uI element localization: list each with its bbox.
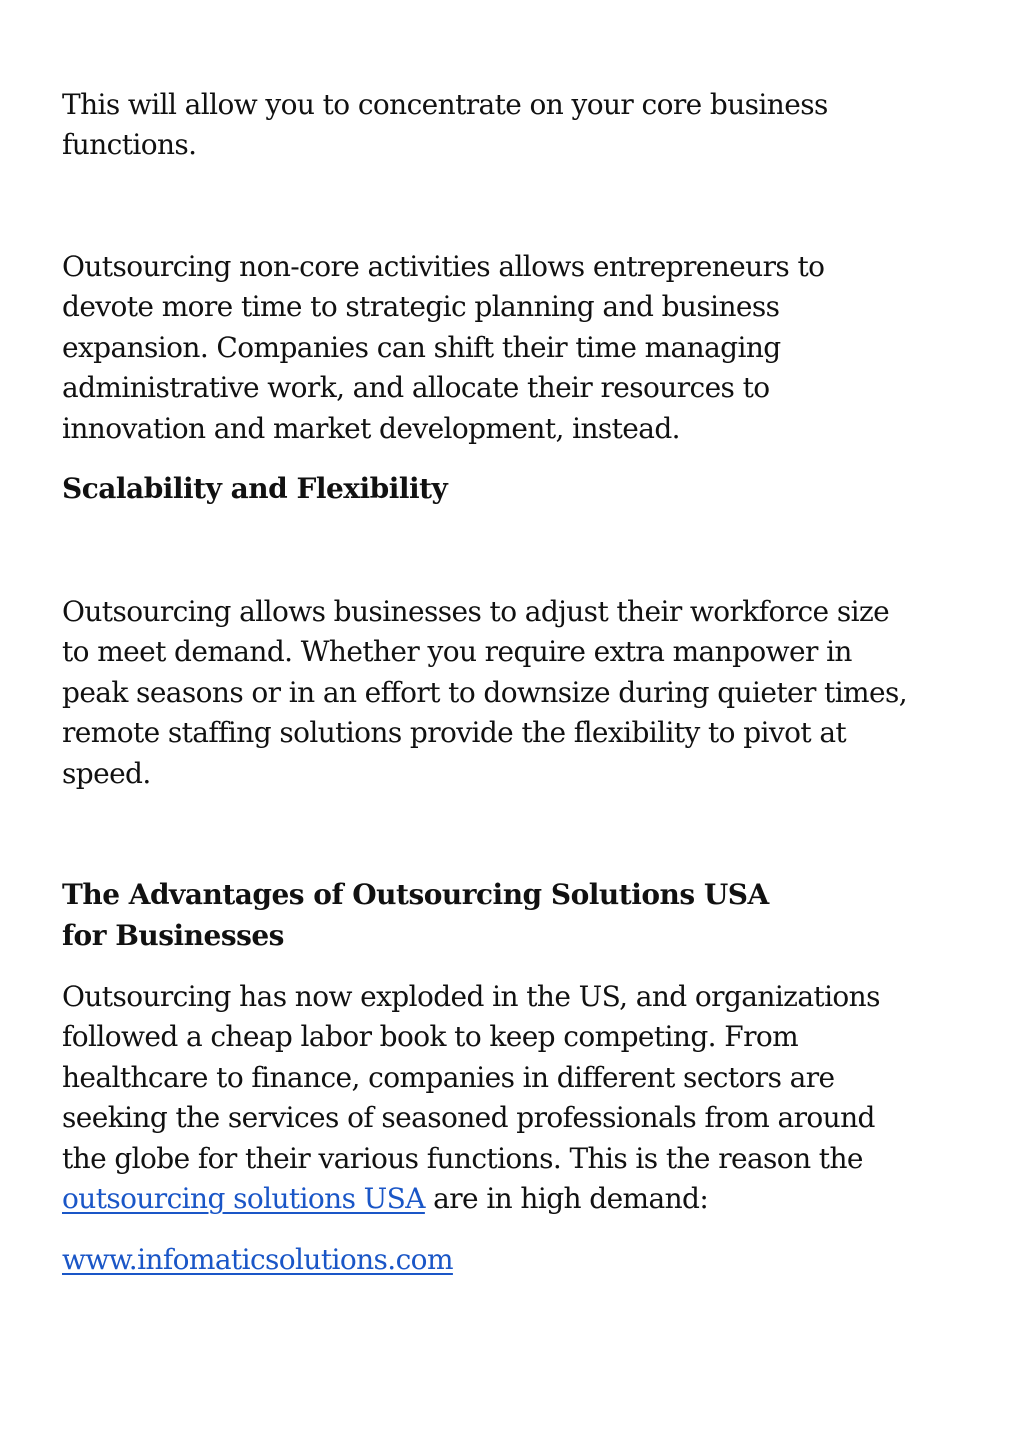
paragraph-line: Outsourcing allows businesses to adjust their workforce size: [62, 595, 890, 628]
paragraph-line: functions.: [62, 128, 197, 161]
website-line: [62, 1240, 453, 1280]
paragraph-line: followed a cheap labor book to keep competing. From: [62, 1020, 799, 1053]
paragraph-line: administrative work, and allocate their resources to: [62, 371, 770, 404]
outsourcing-solutions-link[interactable]: outsourcing solutions USA: [62, 1182, 425, 1215]
paragraph-line-tail: are in high demand:: [424, 1182, 709, 1215]
section-heading: The Advantages of Outsourcing Solutions USA: [62, 878, 769, 911]
paragraph-line: This will allow you to concentrate on your core business: [62, 88, 828, 121]
paragraph-line-with-link: [62, 1179, 708, 1219]
paragraph-line: speed.: [62, 757, 151, 790]
paragraph-line: peak seasons or in an effort to downsize during quieter times,: [62, 676, 908, 709]
paragraph-line: remote staffing solutions provide the flexibility to pivot at: [62, 716, 847, 749]
website-link[interactable]: www.infomaticsolutions.com: [62, 1243, 453, 1276]
section-heading: Scalability and Flexibility: [62, 472, 448, 505]
paragraph-line: expansion. Companies can shift their time managing: [62, 331, 781, 364]
paragraph-line: seeking the services of seasoned professionals from around: [62, 1101, 875, 1134]
paragraph-line: Outsourcing non-core activities allows entrepreneurs to: [62, 250, 825, 283]
paragraph-line: healthcare to finance, companies in different sectors are: [62, 1061, 835, 1094]
paragraph-line: devote more time to strategic planning and business: [62, 290, 780, 323]
paragraph-line: innovation and market development, instead.: [62, 412, 680, 445]
paragraph-line: to meet demand. Whether you require extra manpower in: [62, 635, 852, 668]
section-heading: for Businesses: [62, 919, 284, 952]
paragraph-line: the globe for their various functions. This is the reason the: [62, 1142, 863, 1175]
paragraph-line: Outsourcing has now exploded in the US, and organizations: [62, 980, 880, 1013]
